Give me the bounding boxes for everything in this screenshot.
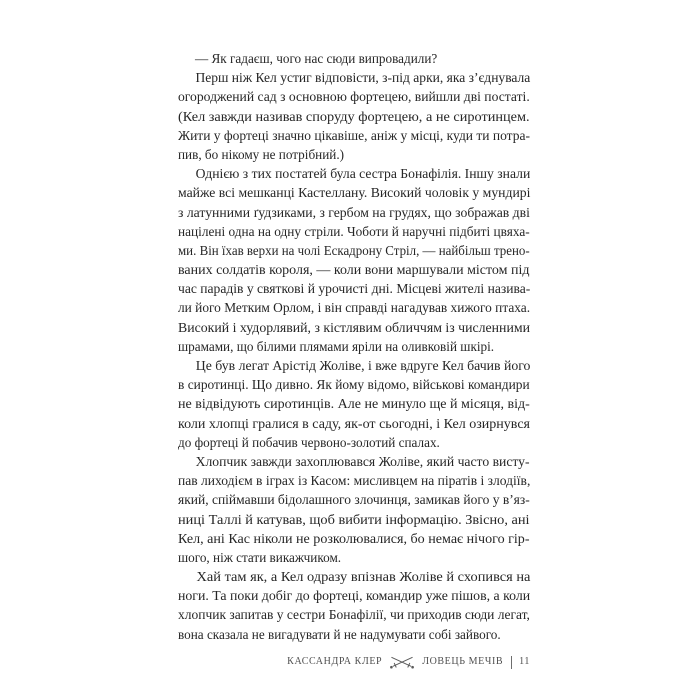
text-line: вона сказала не вигадувати й не надумувати собі зайвого.	[178, 626, 501, 642]
paragraph	[178, 68, 530, 164]
text-line: з латунними ґудзиками, з гербом на грудях, що зображав дві	[178, 204, 530, 220]
text-line: огороджений сад з основною фортецею, вийшли дві постаті.	[178, 89, 530, 105]
footer-author: КАССАНДРА КЛЕР	[287, 656, 383, 667]
body-text	[178, 49, 530, 644]
page-number: 11	[519, 656, 530, 667]
text-line: не відвідують сиротинців. Але не минуло ще й місяця, від-	[178, 396, 530, 412]
text-line: пав лиходієм в іграх із Касом: мисливцем на піратів і злодіїв,	[178, 473, 531, 489]
text-line: який, спіймавши бідолашного злочинця, замикав його у в’яз-	[178, 492, 530, 508]
paragraph	[178, 164, 530, 356]
text-line: Високий і худорлявий, з кістлявим обличчям із численними	[178, 319, 530, 335]
text-line: Кел, ані Кас ніколи не розколювалися, бо немає нічого гір-	[178, 530, 530, 546]
text-line: Це був легат Арістід Жоліве, і вже вдруге Кел бачив його	[195, 358, 531, 373]
text-line: Перш ніж Кел устиг відповісти, з-під арки, яка з’єднувала	[195, 70, 531, 86]
text-line: ми. Він їхав верхи на чолі Ескадрону Стріл, — найбільш трено-	[178, 242, 530, 258]
text-line: націлені одна на одну стріли. Чоботи й наручні підбиті цвяха-	[178, 223, 530, 239]
text-line: майже всі мешканці Кастеллану. Високий чоловік у мундирі	[178, 185, 531, 201]
text-line: коли хлопці гралися в саду, як-от сьогодні, і Кел озирнувся	[178, 415, 531, 431]
text-line: — Як гадаєш, чого нас сюди випровадили?	[195, 51, 438, 66]
text-line: хлопчик запитав у сестри Бонафілії, чи приходив сюди легат,	[178, 607, 530, 623]
text-line: (Кел завжди називав споруду фортецею, а не сиротинцем.	[178, 108, 530, 124]
text-line: ниці Таллі й катував, щоб вибити інформацію. Звісно, ані	[178, 511, 530, 527]
paragraph	[178, 356, 530, 452]
paragraph	[178, 49, 530, 68]
text-line: час парадів у святкові й урочисті дні. Місцеві жителі назива-	[178, 281, 531, 297]
text-line: в сиротинці. Що дивно. Як йому відомо, військові командири	[178, 377, 530, 393]
text-line: ли його Метким Орлом, і він справді нагадував хижого птаха.	[178, 300, 531, 316]
text-line: ваних солдатів короля, — коли вони маршували містом під	[178, 262, 530, 278]
text-line: пив, бо нікому не потрібний.)	[178, 146, 345, 162]
paragraph	[178, 452, 530, 567]
text-line: Хай там як, а Кел одразу впізнав Жоліве й схопився на	[196, 569, 531, 585]
text-line: Однією з тих постатей була сестра Бонафілія. Іншу знали	[195, 166, 531, 182]
text-line: до фортеці й побачив червоно-золотий спалах.	[178, 434, 440, 450]
text-line: Хлопчик завжди захоплювався Жоліве, який часто висту-	[195, 453, 530, 469]
text-line: ноги. Та поки добіг до фортеці, командир уже пішов, а коли	[178, 588, 531, 604]
text-line: шого, ніж стати викажчиком.	[178, 549, 342, 565]
text-line: Жити у фортеці значно цікавіше, аніж у місці, куди ти потра-	[178, 127, 530, 143]
crossed-swords-icon	[389, 655, 415, 669]
text-line: шрамами, що білими плямами яріли на оливковій шкірі.	[178, 338, 495, 354]
footer-book-title: ЛОВЕЦЬ МЕЧІВ	[422, 656, 504, 667]
page-footer	[287, 655, 530, 669]
paragraph	[178, 567, 530, 644]
footer-divider	[511, 656, 512, 669]
